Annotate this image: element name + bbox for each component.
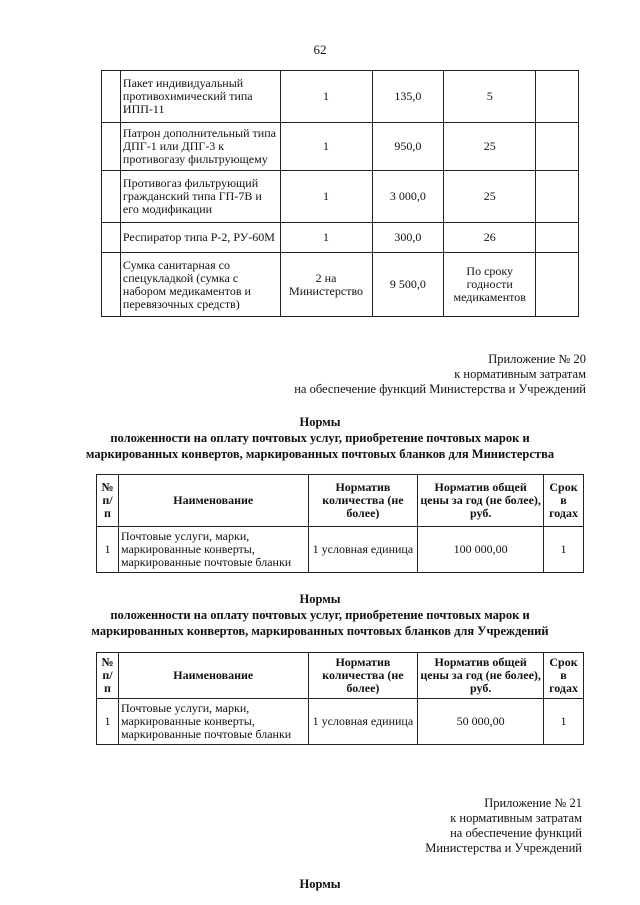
appendix-line: к нормативным затратам (450, 811, 582, 825)
header-term: Срок в годах (544, 653, 584, 699)
appendix-line: к нормативным затратам (454, 367, 586, 381)
row-price: 50 000,00 (418, 699, 544, 745)
empty-cell (536, 253, 579, 317)
item-price: 3 000,0 (372, 171, 444, 223)
item-name: Патрон дополнительный типа ДПГ-1 или ДПГ-3 к противогазу фильтрующему (120, 123, 280, 171)
row-num: 1 (97, 527, 119, 573)
item-years: 26 (444, 223, 536, 253)
empty-cell (536, 71, 579, 123)
ministry-norms-heading (0, 414, 640, 462)
table-row (102, 71, 579, 123)
item-name: Респиратор типа Р-2, РУ-60М (120, 223, 280, 253)
item-price: 135,0 (372, 71, 444, 123)
item-name: Пакет индивидуальный противохимический типа ИПП-11 (120, 71, 280, 123)
item-years: 25 (444, 123, 536, 171)
table-row (102, 253, 579, 317)
table-row (102, 223, 579, 253)
item-years: 25 (444, 171, 536, 223)
ministry-postal-table (96, 474, 584, 573)
item-price: 950,0 (372, 123, 444, 171)
item-price: 9 500,0 (372, 253, 444, 317)
page-number: 62 (313, 42, 327, 57)
item-qty: 2 на Министерство (280, 253, 372, 317)
row-price: 100 000,00 (418, 527, 544, 573)
table-header-row (97, 475, 584, 527)
header-name: Наименование (118, 653, 308, 699)
appendix-20 (294, 352, 586, 397)
item-years: По сроку годности медикаментов (444, 253, 536, 317)
heading-subtitle: положенности на оплату почтовых услуг, приобретение почтовых марок и (110, 431, 530, 445)
empty-cell (102, 71, 121, 123)
row-name: Почтовые услуги, марки, маркированные конверты, маркированные почтовые бланки (118, 699, 308, 745)
row-qty: 1 условная единица (308, 699, 418, 745)
appendix-line: на обеспечение функций Министерства и Учреждений (294, 382, 586, 396)
item-qty: 1 (280, 171, 372, 223)
header-term: Срок в годах (544, 475, 584, 527)
item-price: 300,0 (372, 223, 444, 253)
empty-cell (536, 223, 579, 253)
empty-cell (102, 223, 121, 253)
header-price: Норматив общей цены за год (не более), руб. (418, 475, 544, 527)
empty-cell (102, 253, 121, 317)
row-term: 1 (544, 527, 584, 573)
item-years: 5 (444, 71, 536, 123)
heading-title: Нормы (299, 877, 341, 891)
appendix-title: Приложение № 20 (488, 352, 586, 366)
heading-subtitle: положенности на оплату почтовых услуг, приобретение почтовых марок и (110, 608, 530, 622)
appendix-21 (425, 796, 582, 856)
table-row (102, 123, 579, 171)
appendix-line: Министерства и Учреждений (425, 841, 582, 855)
row-qty: 1 условная единица (308, 527, 418, 573)
heading-subtitle: маркированных конвертов, маркированных почтовых бланков для Учреждений (91, 624, 549, 638)
empty-cell (102, 123, 121, 171)
empty-cell (536, 171, 579, 223)
header-qty: Норматив количества (не более) (308, 475, 418, 527)
appendix-title: Приложение № 21 (484, 796, 582, 810)
item-qty: 1 (280, 71, 372, 123)
item-name: Противогаз фильтрующий гражданский типа ГП-7В и его модификации (120, 171, 280, 223)
heading-title: Нормы (299, 415, 341, 429)
table-row (97, 527, 584, 573)
empty-cell (102, 171, 121, 223)
item-qty: 1 (280, 223, 372, 253)
header-num: № п/п (97, 653, 119, 699)
heading-subtitle: маркированных конвертов, маркированных почтовых бланков для Министерства (85, 447, 555, 461)
institution-norms-heading (0, 591, 640, 639)
institution-postal-table (96, 652, 584, 745)
heading-title: Нормы (299, 592, 341, 606)
next-norms-heading (0, 876, 640, 892)
row-name: Почтовые услуги, марки, маркированные конверты, маркированные почтовые бланки (118, 527, 308, 573)
header-name: Наименование (118, 475, 308, 527)
equipment-table (101, 70, 579, 317)
table-header-row (97, 653, 584, 699)
empty-cell (536, 123, 579, 171)
row-term: 1 (544, 699, 584, 745)
header-num: № п/п (97, 475, 119, 527)
table-row (102, 171, 579, 223)
header-qty: Норматив количества (не более) (308, 653, 418, 699)
header-price: Норматив общей цены за год (не более), руб. (418, 653, 544, 699)
table-row (97, 699, 584, 745)
item-name: Сумка санитарная со спецукладкой (сумка с набором медикаментов и перевязочных средств) (120, 253, 280, 317)
appendix-line: на обеспечение функций (450, 826, 582, 840)
row-num: 1 (97, 699, 119, 745)
item-qty: 1 (280, 123, 372, 171)
